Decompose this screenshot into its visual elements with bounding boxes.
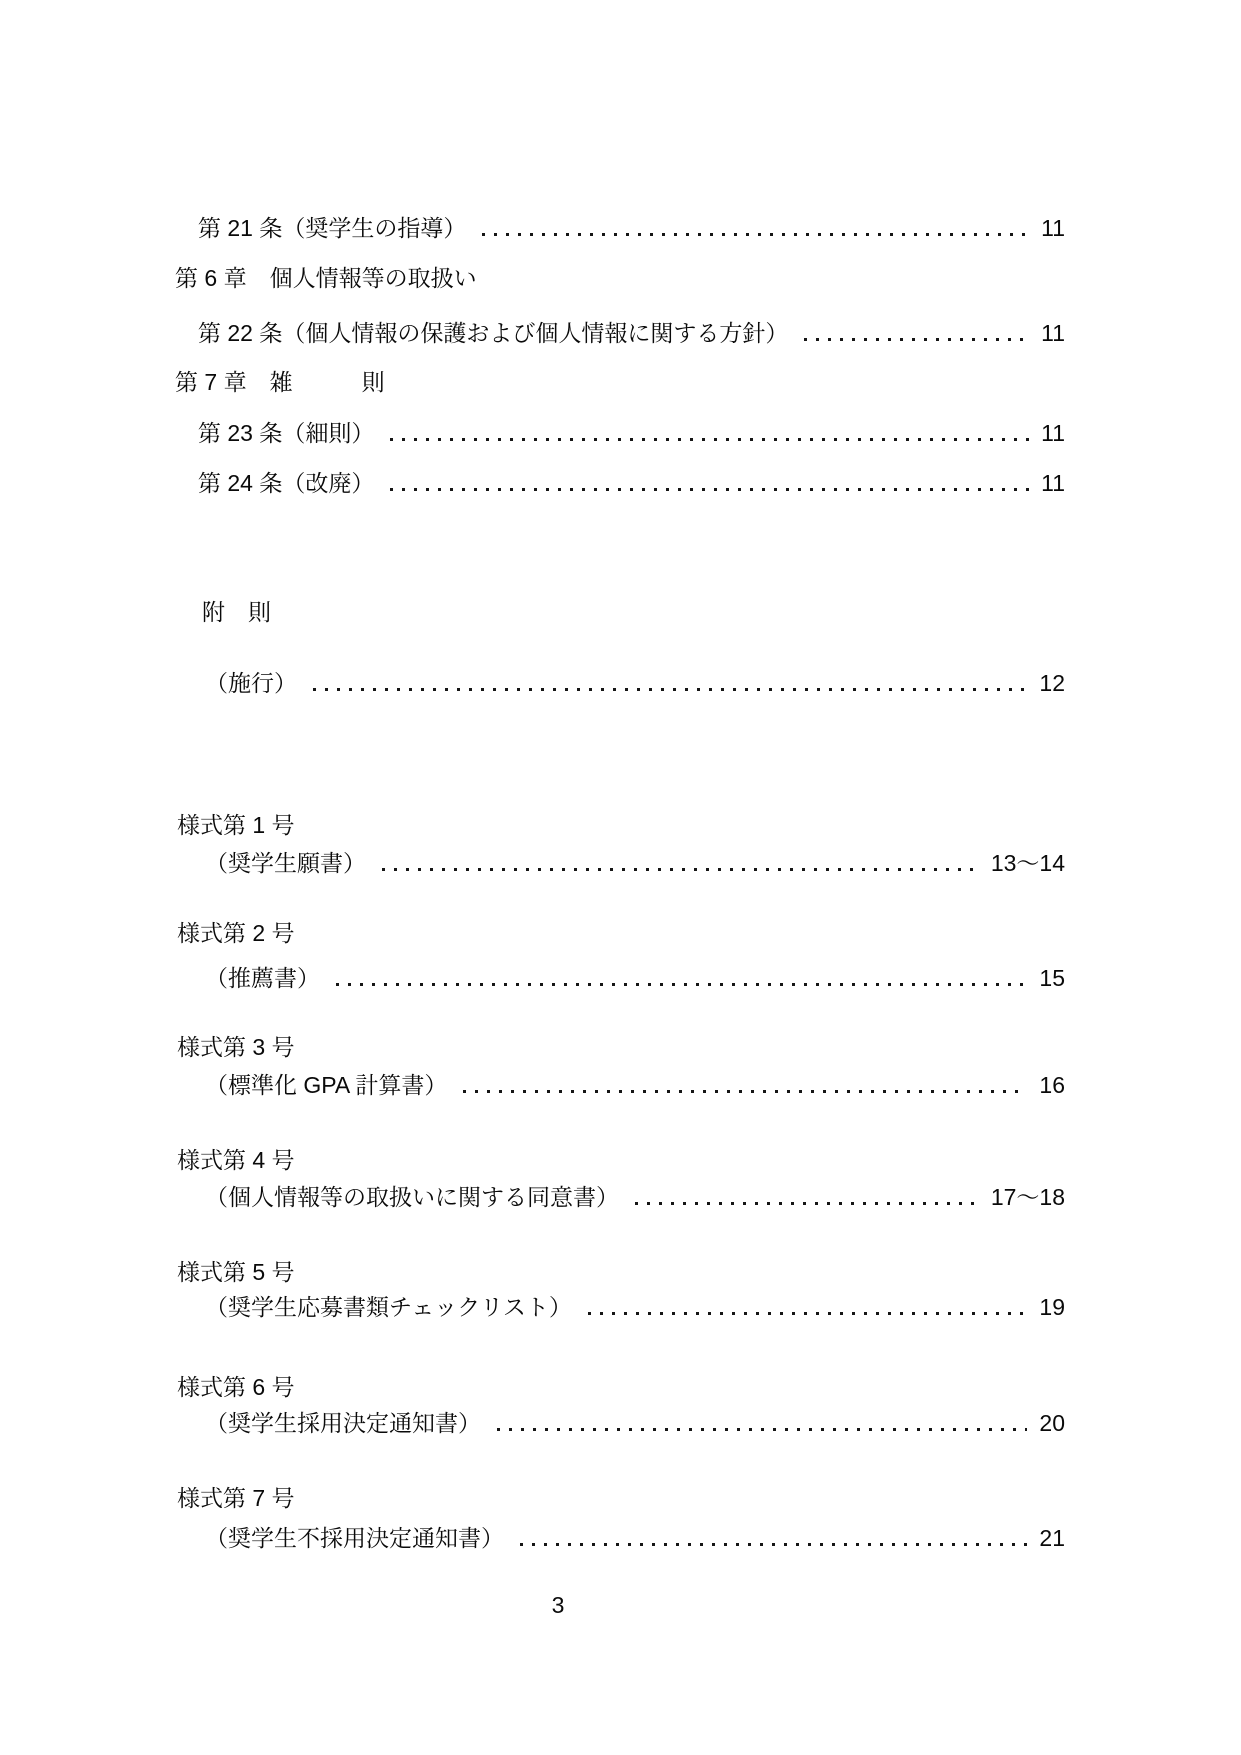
toc-entry-label: （奨学生願書） [205, 850, 366, 876]
toc-entry-page-number: 11 [1041, 470, 1065, 496]
toc-form-title [177, 1483, 1065, 1513]
dot-leader [520, 1543, 1027, 1546]
toc-entry-label: 様式第 2 号 [177, 920, 295, 946]
toc-form-title [177, 1145, 1065, 1175]
toc-entry-label: 第 21 条（奨学生の指導） [198, 215, 467, 241]
toc-entry-label: （奨学生採用決定通知書） [205, 1410, 481, 1436]
dot-leader [382, 868, 979, 871]
dot-leader [635, 1202, 979, 1205]
dot-leader [588, 1312, 1028, 1315]
toc-entry-label: 第 23 条（細則） [198, 420, 375, 446]
dot-leader [482, 233, 1029, 236]
toc-entry-label: 第 7 章 雑 則 [175, 369, 385, 395]
toc-entry-page-number: 13〜14 [990, 850, 1065, 876]
toc-entry-label: 様式第 4 号 [177, 1147, 295, 1173]
toc-entry-label: 様式第 6 号 [177, 1374, 295, 1400]
toc-entry-label: 第 22 条（個人情報の保護および個人情報に関する方針） [198, 320, 789, 346]
toc-form-title [177, 1372, 1065, 1402]
toc-entry-page-number: 15 [1039, 965, 1065, 991]
toc-entry-label: （施行） [205, 670, 297, 696]
toc-entry [205, 1070, 1065, 1100]
toc-entry-label: 様式第 7 号 [177, 1485, 295, 1511]
dot-leader [336, 983, 1027, 986]
toc-form-title [177, 810, 1065, 840]
dot-leader [390, 488, 1029, 491]
toc-entry-label: 附 則 [202, 599, 271, 625]
toc-entry-label: （奨学生不採用決定通知書） [205, 1525, 504, 1551]
toc-entry-label: 様式第 5 号 [177, 1259, 295, 1285]
toc-form-title [177, 1257, 1065, 1287]
toc-entry [205, 1292, 1065, 1322]
toc-entry [198, 213, 1065, 243]
toc-entry [205, 848, 1065, 878]
dot-leader [390, 438, 1029, 441]
toc-section-label [202, 597, 1065, 627]
toc-entry-label: （個人情報等の取扱いに関する同意書） [205, 1184, 619, 1210]
toc-entry-page-number: 16 [1039, 1072, 1065, 1098]
toc-entry-page-number: 11 [1041, 320, 1065, 346]
toc-entry-label: （推薦書） [205, 965, 320, 991]
dot-leader [497, 1428, 1027, 1431]
toc-entry [198, 318, 1065, 348]
toc-entry-page-number: 21 [1039, 1525, 1065, 1551]
toc-entry [198, 418, 1065, 448]
toc-entry-label: 様式第 3 号 [177, 1034, 295, 1060]
toc-form-title [177, 918, 1065, 948]
toc-entry [205, 1408, 1065, 1438]
toc-form-title [177, 1032, 1065, 1062]
toc-entry [198, 468, 1065, 498]
toc-entry-page-number: 11 [1041, 420, 1065, 446]
toc-entry-page-number: 11 [1041, 215, 1065, 241]
toc-entry [205, 668, 1065, 698]
dot-leader [463, 1090, 1027, 1093]
toc-entry [205, 1182, 1065, 1212]
toc-entry-label: 第 24 条（改廃） [198, 470, 375, 496]
dot-leader [313, 688, 1027, 691]
toc-entry-label: （奨学生応募書類チェックリスト） [205, 1294, 572, 1320]
toc-entry-page-number: 20 [1039, 1410, 1065, 1436]
toc-entry [205, 963, 1065, 993]
toc-entry-label: 第 6 章 個人情報等の取扱い [175, 265, 477, 291]
toc-entry-page-number: 19 [1039, 1294, 1065, 1320]
toc-entry-page-number: 12 [1039, 670, 1065, 696]
toc-entry-label: 様式第 1 号 [177, 812, 295, 838]
dot-leader [804, 338, 1029, 341]
toc-entry-label: （標準化 GPA 計算書） [205, 1072, 448, 1098]
toc-entry-page-number: 17〜18 [990, 1184, 1065, 1210]
toc-entry [205, 1523, 1065, 1553]
toc-chapter-heading [175, 263, 1065, 293]
toc-chapter-heading [175, 367, 1065, 397]
footer-page-number: 3 [551, 1592, 565, 1618]
